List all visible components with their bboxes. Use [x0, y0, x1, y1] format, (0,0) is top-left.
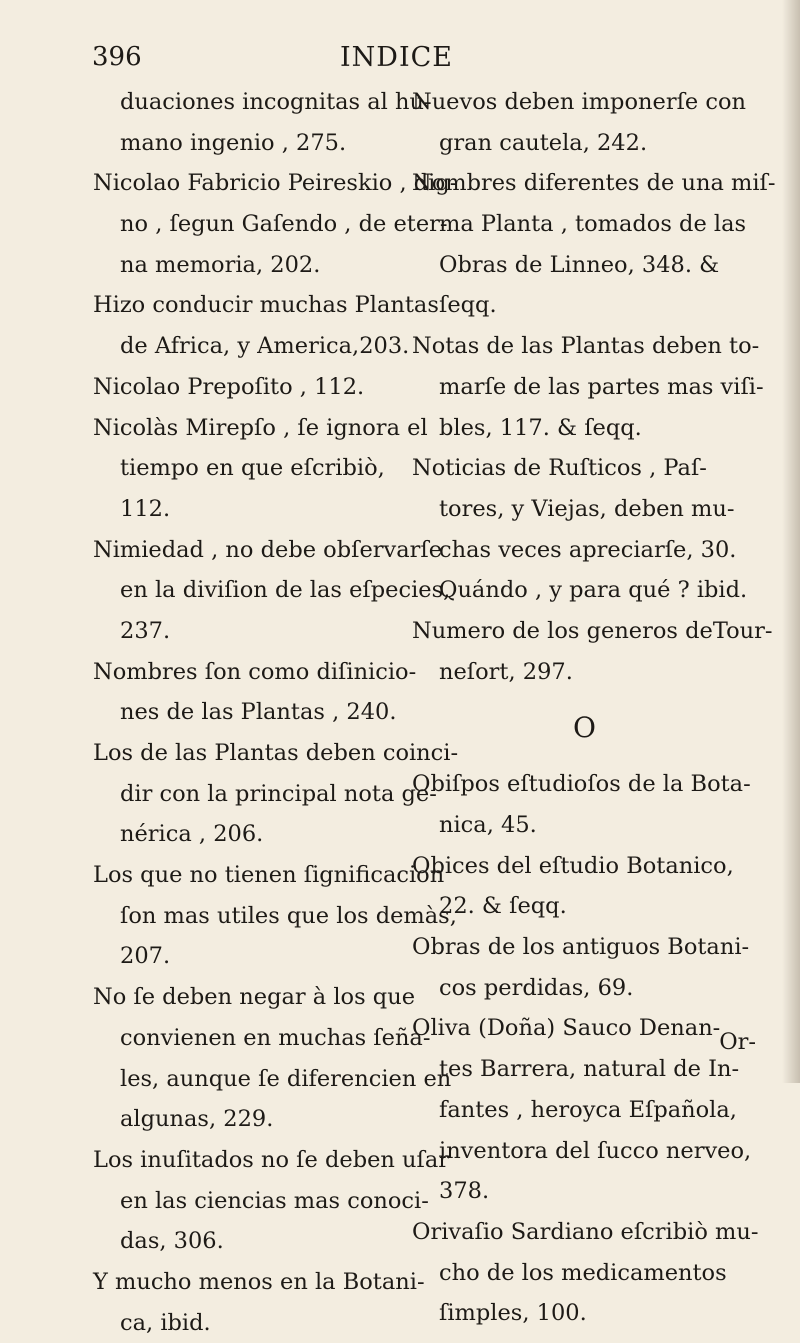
- right-column: [412, 82, 776, 1334]
- index-line: inventora del ſucco nerveo,: [439, 1137, 752, 1164]
- index-line: nica, 45.: [439, 812, 537, 838]
- index-line: Nicolao Fabricio Peireskio , dig-: [93, 170, 458, 197]
- index-line: tores, y Viejas, deben mu-: [439, 495, 735, 522]
- index-line: cos perdidas, 69.: [439, 974, 634, 1001]
- index-line: ma Planta , tomados de las: [439, 211, 747, 238]
- index-line: No ſe deben negar à los que: [93, 984, 416, 1011]
- index-line: nes de las Plantas , 240.: [120, 699, 397, 726]
- index-line: cho de los medicamentos: [439, 1259, 727, 1286]
- index-line: Nicolàs Mirepſo , ſe ignora el: [93, 414, 428, 441]
- index-line: tiempo en que eſcribiò,: [120, 455, 385, 482]
- index-line: no , ſegun Gaſendo , de eter-: [120, 211, 448, 238]
- index-line: chas veces apreciarſe, 30.: [439, 536, 737, 563]
- index-line: Obras de Linneo, 348. &: [439, 251, 720, 278]
- index-line: Obiſpos eſtudioſos de la Bota-: [412, 771, 751, 798]
- index-line: na memoria, 202.: [120, 251, 321, 278]
- index-line: Los de las Plantas deben coinci-: [93, 740, 459, 766]
- index-line: algunas, 229.: [120, 1106, 274, 1133]
- index-line: nérica , 206.: [120, 821, 264, 848]
- right-column-entries-o: [412, 764, 757, 1334]
- index-line: Nuevos deben imponerſe con: [412, 89, 747, 115]
- index-line: Quándo , y para qué ? ibid.: [439, 577, 748, 604]
- index-line: ſimples, 100.: [439, 1300, 587, 1327]
- index-line: Orivaſio Sardiano eſcribiò mu-: [412, 1218, 759, 1245]
- index-line: convienen en muchas ſeña-: [120, 1024, 431, 1051]
- index-line: en la diviſion de las eſpecies,: [120, 577, 451, 604]
- page-edge-shadow: [782, 0, 800, 1083]
- index-line: Oliva (Doña) Sauco Denan-: [412, 1015, 721, 1042]
- index-line: 207.: [120, 943, 171, 970]
- left-column: [93, 82, 459, 1343]
- index-line: 237.: [120, 617, 171, 644]
- index-line: 378.: [439, 1178, 490, 1205]
- section-letter-heading: O: [573, 711, 596, 745]
- right-column-entries-n: [412, 82, 776, 692]
- index-line: ca, ibid.: [120, 1309, 211, 1336]
- index-line: Notas de las Plantas deben to-: [412, 333, 760, 360]
- index-line: das, 306.: [120, 1228, 224, 1255]
- index-line: tes Barrera, natural de In-: [439, 1056, 740, 1083]
- index-line: Los inuſitados no ſe deben uſar: [93, 1146, 450, 1173]
- index-line: neſort, 297.: [439, 658, 573, 685]
- index-line: dir con la principal nota ge-: [120, 780, 437, 807]
- index-line: ſon mas utiles que los demàs,: [120, 902, 457, 929]
- index-line: 22. & ſeqq.: [439, 893, 567, 920]
- index-line: Obras de los antiguos Botani-: [412, 934, 750, 961]
- index-line: 112.: [120, 495, 171, 522]
- index-line: duaciones incognitas al hu-: [120, 89, 432, 115]
- index-line: Y mucho menos en la Botani-: [93, 1268, 425, 1295]
- index-line: mano ingenio , 275.: [120, 129, 347, 156]
- index-line: de Africa, y America,203.: [120, 333, 410, 360]
- index-line: Noticias de Ruſticos , Paſ-: [412, 455, 707, 482]
- index-line: Nicolao Prepoſito , 112.: [93, 373, 365, 400]
- index-line: marſe de las partes mas viſi-: [439, 373, 764, 400]
- page-number: 396: [92, 42, 142, 72]
- running-title: INDICE: [340, 42, 453, 73]
- index-line: Obices del eſtudio Botanico,: [412, 852, 734, 879]
- page-header: [0, 42, 800, 82]
- index-line: fantes , heroyca Eſpañola,: [439, 1096, 737, 1123]
- index-line: Nombres ſon como diſinicio-: [93, 658, 417, 685]
- index-line: Numero de los generos deTour-: [412, 617, 773, 644]
- index-line: Hizo conducir muchas Plantas: [93, 292, 439, 319]
- index-line: Nimiedad , no debe obſervarſe: [93, 536, 443, 563]
- index-line: bles, 117. & ſeqq.: [439, 414, 642, 441]
- index-line: ſeqq.: [439, 292, 497, 319]
- index-line: Los que no tienen ſignificacion: [93, 862, 445, 889]
- catchword: Or-: [719, 1029, 756, 1055]
- index-line: Nombres diferentes de una miſ-: [412, 170, 776, 197]
- index-line: gran cautela, 242.: [439, 129, 648, 156]
- index-line: en las ciencias mas conoci-: [120, 1187, 429, 1214]
- index-line: les, aunque ſe diferencien en: [120, 1065, 452, 1092]
